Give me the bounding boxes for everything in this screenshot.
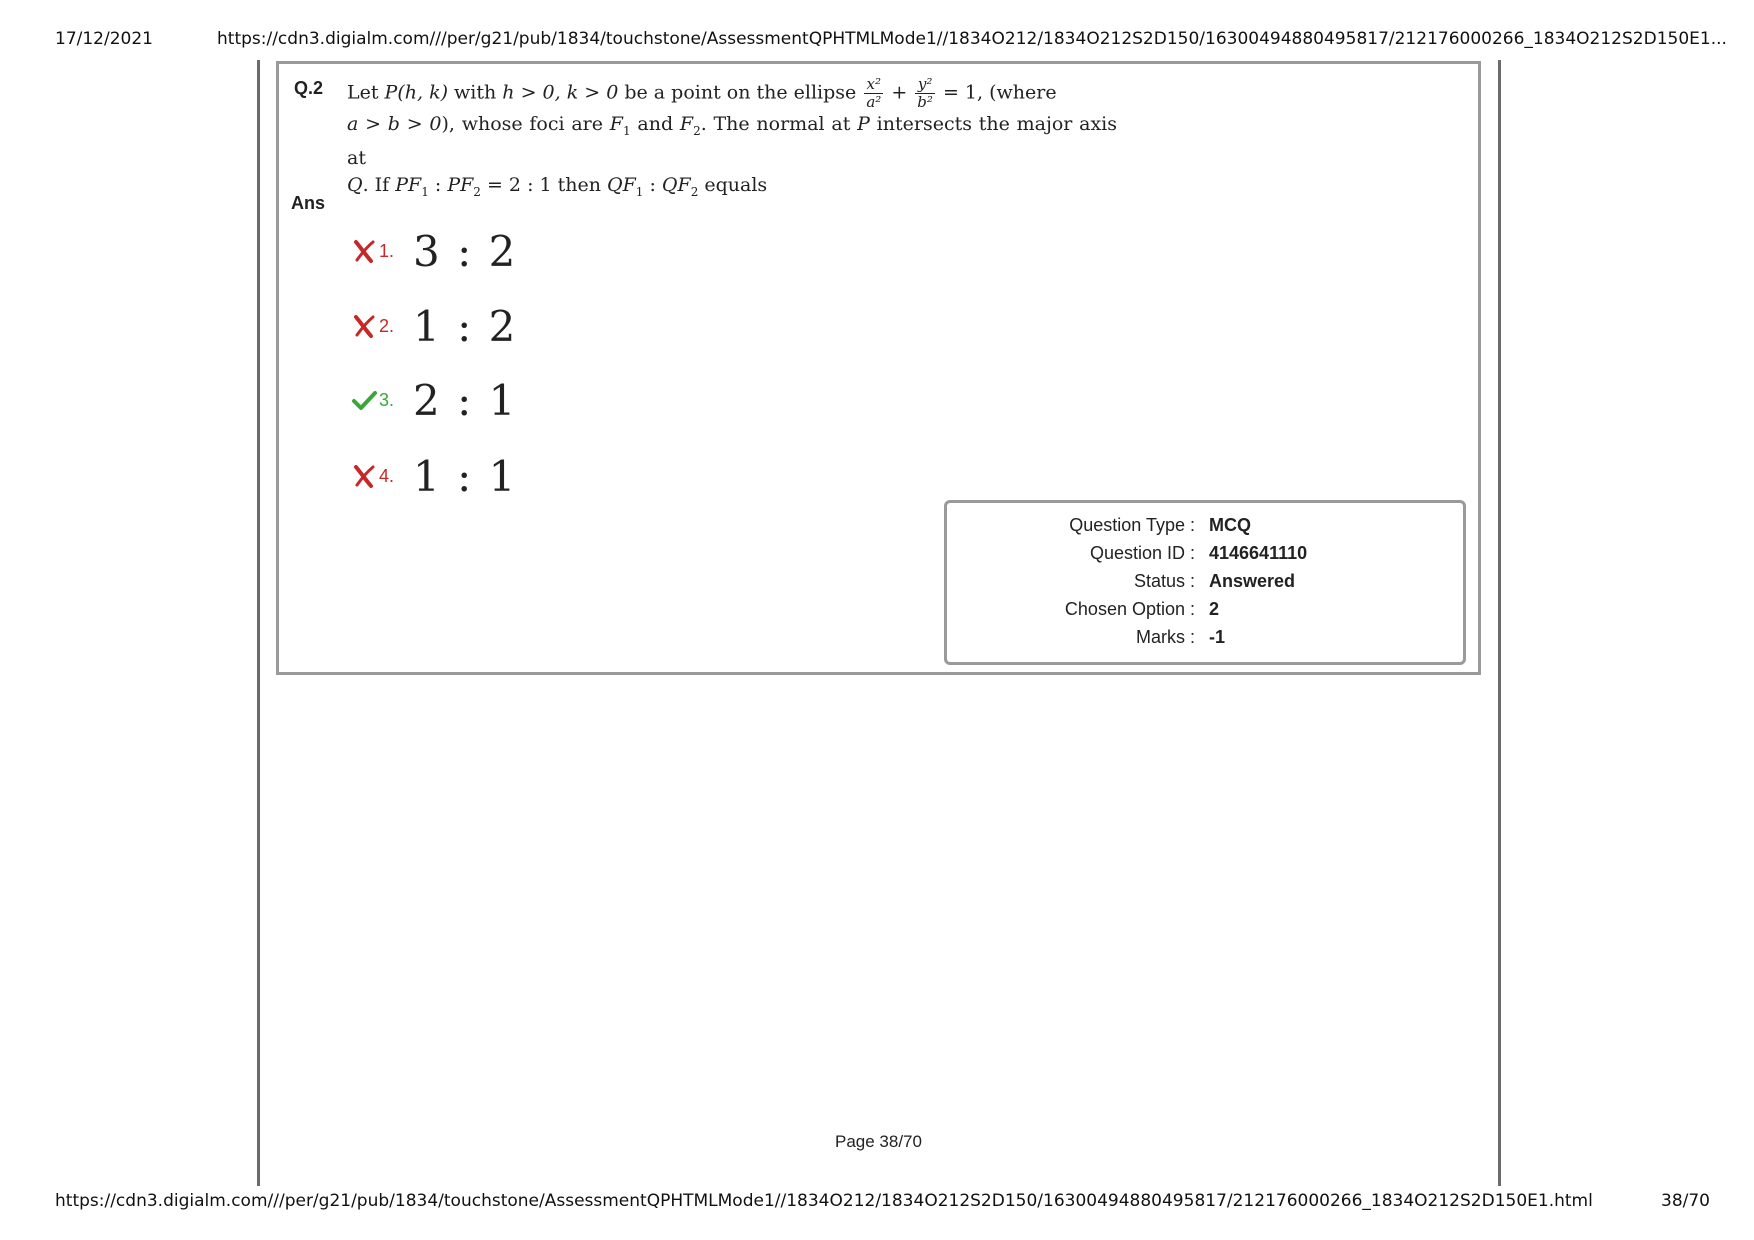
left-margin-line	[257, 60, 260, 1186]
print-footer-url: https://cdn3.digialm.com///per/g21/pub/1834/touchstone/AssessmentQPHTMLMode1//1834O212/1834O212S2D150/16300494880495817/212176000266_1834O212S2D150E1.html	[55, 1191, 1593, 1211]
page-number-label: Page 38/70	[835, 1132, 922, 1151]
question-panel	[276, 61, 1481, 675]
option-number: 2.	[379, 315, 395, 336]
info-question-type: Question Type : MCQ	[1069, 515, 1251, 535]
info-chosen-option: Chosen Option : 2	[1064, 599, 1220, 619]
option-value: 3 : 2	[413, 226, 518, 276]
option-number: 3.	[379, 389, 395, 410]
info-question-id: Question ID : 4146641110	[1089, 543, 1308, 563]
option-number: 4.	[379, 465, 395, 486]
option-4	[351, 451, 517, 501]
option-2	[351, 301, 517, 351]
print-footer-page: 38/70	[1661, 1191, 1710, 1211]
info-status: Status : Answered	[1133, 571, 1296, 591]
cross-icon	[351, 238, 377, 264]
cross-icon	[351, 313, 377, 339]
print-date: 17/12/2021	[55, 29, 153, 49]
right-margin-line	[1498, 60, 1501, 1186]
option-1	[351, 226, 517, 276]
question-info-box	[944, 500, 1466, 665]
option-value: 1 : 2	[413, 301, 518, 351]
option-value: 2 : 1	[413, 375, 518, 425]
fraction-y: $\frac{\text{y²}}{\text{b²}}$	[917, 75, 933, 111]
option-value: 1 : 1	[413, 451, 518, 501]
print-header-url: https://cdn3.digialm.com///per/g21/pub/1834/touchstone/AssessmentQPHTMLMode1//1834O212/1834O212S2D150/16300494880495817/212176000266_1834O212S2D150E1...	[217, 29, 1727, 49]
option-number: 1.	[379, 240, 395, 261]
cross-icon	[351, 463, 377, 489]
answer-label: Ans	[291, 193, 326, 213]
option-3	[351, 375, 517, 425]
check-icon	[351, 387, 377, 413]
fraction-x: $\frac{\text{x²}}{\text{a²}}$	[866, 75, 882, 111]
question-number: Q.2	[294, 78, 324, 98]
info-marks: Marks : -1	[1135, 627, 1226, 647]
question-text: Let P(h, k) with h > 0, k > 0 be a point on the ellipse $\frac{\text{x²}}{\text{a²}}$ + $\frac{\text{y²}}{\text{b²}}$ = 1, (where a > b > 0), whose foci are $F_1$ and $F_2$. The normal at P intersects the major axis at Q. If $PF_1$ : $PF_2 = 2$ : 1 then $QF_1$ : $QF_2$ equals	[347, 75, 1118, 199]
